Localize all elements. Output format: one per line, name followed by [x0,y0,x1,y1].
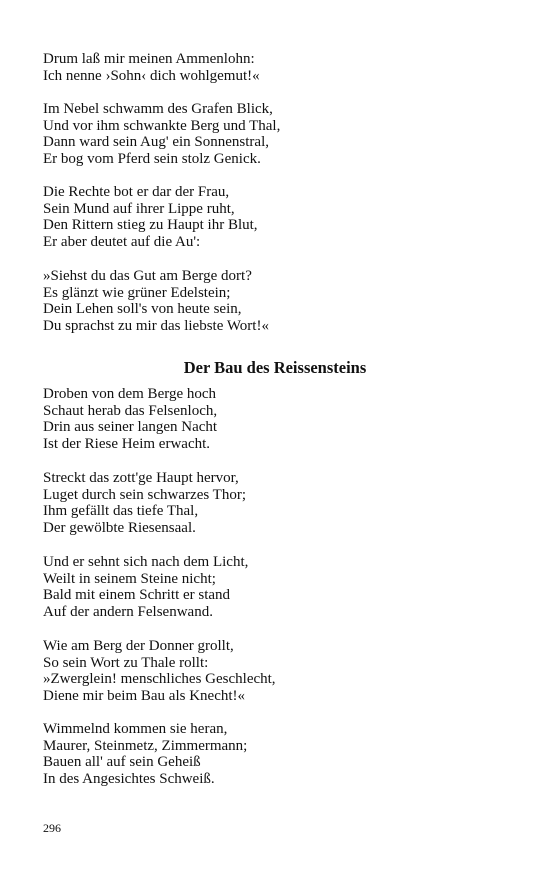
verse-line: Drum laß mir meinen Ammenlohn: [43,51,255,67]
verse-line: Und vor ihm schwankte Berg und Thal, [43,117,281,134]
verse-line: Dein Lehen soll's von heute sein, [43,301,242,318]
verse-line: Ich nenne ›Sohn‹ dich wohlgemut!« [43,67,260,84]
verse-line: Die Rechte bot er dar der Frau, [43,184,230,200]
verse-line: Der gewölbte Riesensaal. [43,520,196,537]
verse-line: Bald mit einem Schritt er stand [43,587,231,604]
verse-line: Du sprachst zu mir das liebste Wort!« [43,318,269,335]
verse-line: Sein Mund auf ihrer Lippe ruht, [43,200,235,217]
verse-line: Wie am Berg der Donner grollt, [43,638,234,654]
verse-line: Dann ward sein Aug' ein Sonnenstral, [43,134,269,151]
verse-line: Auf der andern Felsenwand. [43,604,213,621]
verse-line: Streckt das zott'ge Haupt hervor, [43,470,239,486]
stanza [43,386,217,453]
stanza [43,721,247,788]
verse-line: Er bog vom Pferd sein stolz Genick. [43,151,261,168]
verse-line: Es glänzt wie grüner Edelstein; [43,284,231,301]
verse-line: Luget durch sein schwarzes Thor; [43,486,246,503]
verse-line: In des Angesichtes Schweiß. [43,771,215,788]
verse-line: Ist der Riese Heim erwacht. [43,436,211,453]
stanza [43,101,280,168]
verse-line: Diene mir beim Bau als Knecht!« [43,688,246,705]
verse-line: Im Nebel schwamm des Grafen Blick, [43,101,273,117]
stanza [43,554,248,621]
verse-line: Ihm gefällt das tiefe Thal, [43,503,199,520]
verse-line: Er aber deutet auf die Au': [43,234,201,251]
verse-line: Droben von dem Berge hoch [43,386,217,402]
verse-line: Wimmelnd kommen sie heran, [43,721,228,737]
verse-line: So sein Wort zu Thale rollt: [43,654,209,671]
stanza [43,51,260,84]
poem-title: Der Bau des Reissensteins [183,358,367,377]
verse-line: Den Rittern stieg zu Haupt ihr Blut, [43,217,258,234]
verse-line: Maurer, Steinmetz, Zimmermann; [43,737,248,754]
verse-line: Drin aus seiner langen Nacht [43,419,218,436]
verse-line: Schaut herab das Felsenloch, [43,402,218,419]
verse-line: Bauen all' auf sein Geheiß [43,754,201,771]
stanza [43,268,269,335]
stanza [43,184,258,251]
page-number: 296 [43,821,61,835]
verse-line: Und er sehnt sich nach dem Licht, [43,554,249,570]
stanza [43,638,276,705]
verse-line: Weilt in seinem Steine nicht; [43,570,216,587]
verse-line: »Zwerglein! menschliches Geschlecht, [43,671,276,688]
verse-line: »Siehst du das Gut am Berge dort? [43,268,252,284]
stanza [43,470,246,537]
